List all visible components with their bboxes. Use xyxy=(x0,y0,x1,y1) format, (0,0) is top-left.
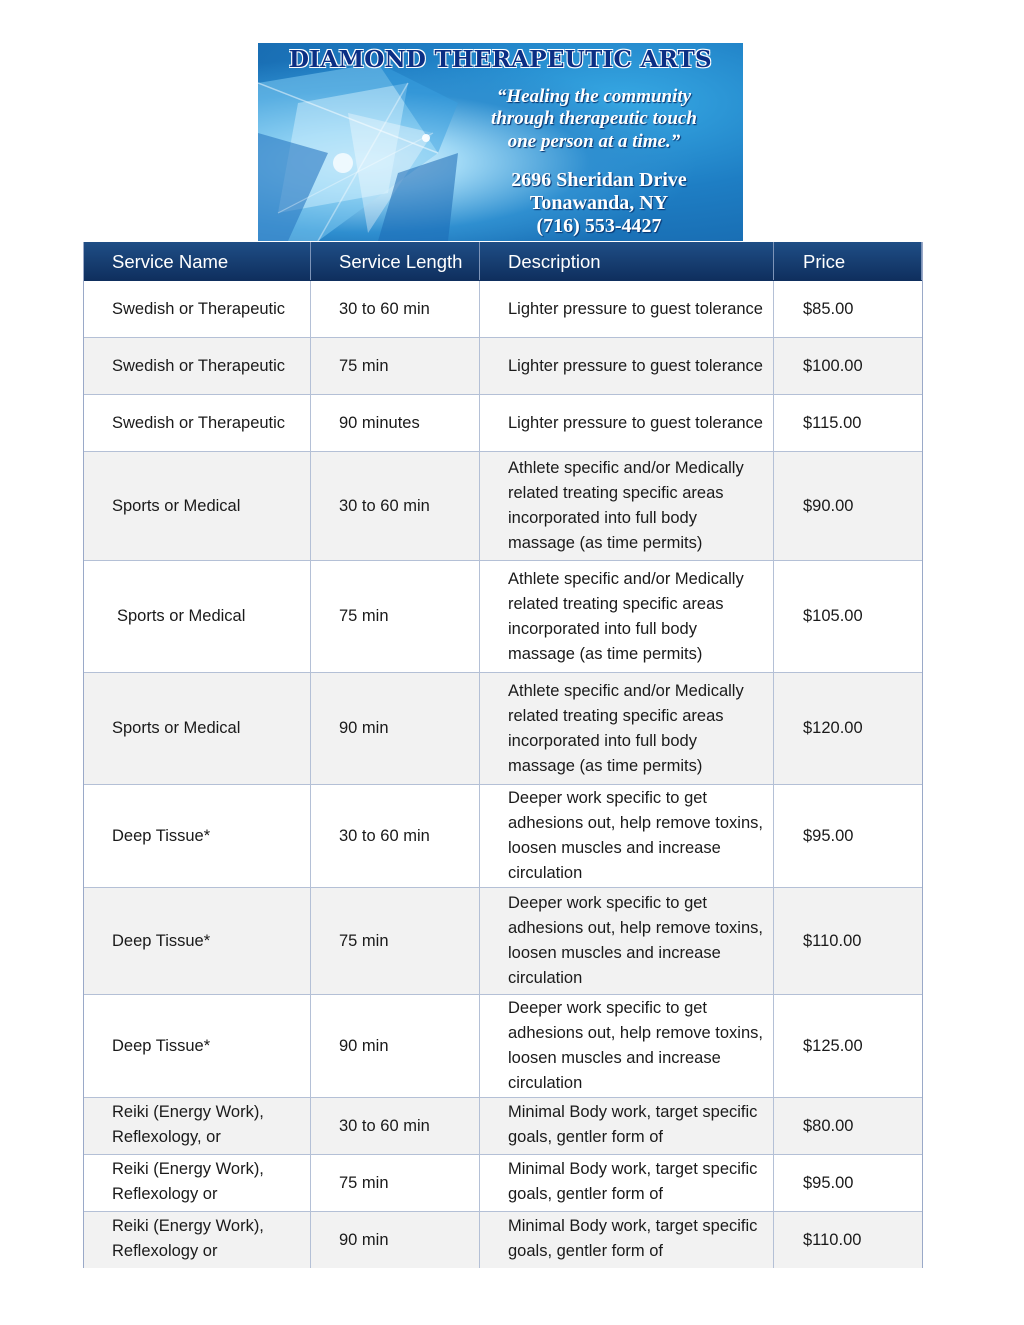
service-length: 75 min xyxy=(339,356,389,375)
service-length: 90 minutes xyxy=(339,413,420,432)
service-length: 75 min xyxy=(339,1173,389,1192)
service-length: 30 to 60 min xyxy=(339,826,430,845)
service-description: Athlete specific and/or Medically related treating specific areas incorporated into full body massage (as time permits) xyxy=(508,569,744,663)
service-price: $95.00 xyxy=(803,826,854,845)
service-length: 90 min xyxy=(339,719,389,737)
table-row xyxy=(84,673,922,785)
table-row xyxy=(84,995,922,1098)
tagline-line-3: one person at a time.” xyxy=(507,131,681,152)
table-row xyxy=(84,395,922,452)
service-description: Lighter pressure to guest tolerance xyxy=(508,356,763,375)
service-price: $110.00 xyxy=(803,931,862,950)
table-row xyxy=(84,561,922,673)
service-length: 30 to 60 min xyxy=(339,299,430,318)
service-description: Athlete specific and/or Medically related treating specific areas incorporated into full body massage (as time permits) xyxy=(508,681,744,775)
service-price: $85.00 xyxy=(803,299,854,318)
service-name: Swedish or Therapeutic xyxy=(112,299,286,318)
header-price: Price xyxy=(774,242,922,280)
service-name: Reiki (Energy Work), Reflexology, or xyxy=(112,1103,264,1146)
service-price: $100.00 xyxy=(803,356,863,375)
service-length: 30 to 60 min xyxy=(339,496,430,515)
service-description: Athlete specific and/or Medically related treating specific areas incorporated into full body massage (as time permits) xyxy=(508,459,744,552)
service-length: 30 to 60 min xyxy=(339,1116,430,1135)
services-price-table xyxy=(83,242,923,1268)
address-line-1: 2696 Sheridan Drive xyxy=(511,169,687,191)
service-length: 90 min xyxy=(339,1036,389,1055)
service-name: Sports or Medical xyxy=(112,496,241,515)
service-price: $90.00 xyxy=(803,496,854,515)
service-length: 75 min xyxy=(339,607,389,625)
service-name: Deep Tissue* xyxy=(112,826,211,845)
service-price: $105.00 xyxy=(803,607,863,625)
table-row xyxy=(84,281,922,338)
service-length: 90 min xyxy=(339,1231,389,1249)
table-row xyxy=(84,1155,922,1212)
table-row xyxy=(84,785,922,888)
tagline-line-2: through therapeutic touch xyxy=(491,108,697,129)
service-name: Sports or Medical xyxy=(117,607,246,625)
table-row xyxy=(84,1212,922,1268)
service-description: Minimal Body work, target specific goals, gentler form of xyxy=(508,1160,758,1203)
service-price: $125.00 xyxy=(803,1036,863,1055)
logo-banner xyxy=(258,43,743,241)
service-description: Minimal Body work, target specific goals, gentler form of xyxy=(508,1103,758,1146)
service-length: 75 min xyxy=(339,931,389,950)
service-price: $120.00 xyxy=(803,719,863,737)
service-description: Deeper work specific to get adhesions out, help remove toxins, loosen muscles and increase circulation xyxy=(508,894,763,987)
header-description: Description xyxy=(480,242,774,280)
phone-number: (716) 553-4427 xyxy=(536,215,662,237)
service-description: Deeper work specific to get adhesions out, help remove toxins, loosen muscles and increase circulation xyxy=(508,999,763,1092)
service-price: $80.00 xyxy=(803,1116,854,1135)
table-row xyxy=(84,888,922,995)
service-price: $110.00 xyxy=(803,1231,862,1249)
service-name: Swedish or Therapeutic xyxy=(112,413,286,432)
table-row xyxy=(84,452,922,561)
header-service-length: Service Length xyxy=(311,242,480,280)
tagline-line-1: “Healing the community xyxy=(496,86,692,107)
table-header-row xyxy=(84,242,922,281)
service-name: Reiki (Energy Work), Reflexology or xyxy=(112,1217,264,1260)
service-description: Deeper work specific to get adhesions out, help remove toxins, loosen muscles and increase circulation xyxy=(508,789,763,882)
table-row xyxy=(84,338,922,395)
service-name: Deep Tissue* xyxy=(112,931,211,950)
header-service-name: Service Name xyxy=(84,242,311,280)
service-description: Minimal Body work, target specific goals, gentler form of xyxy=(508,1217,758,1260)
service-name: Reiki (Energy Work), Reflexology or xyxy=(112,1160,264,1203)
service-description: Lighter pressure to guest tolerance xyxy=(508,413,763,432)
service-price: $115.00 xyxy=(803,413,862,432)
table-row xyxy=(84,1098,922,1155)
service-description: Lighter pressure to guest tolerance xyxy=(508,299,763,318)
service-name: Sports or Medical xyxy=(112,719,241,737)
service-name: Swedish or Therapeutic xyxy=(112,356,286,375)
business-name: DIAMOND THERAPEUTIC ARTS xyxy=(289,46,712,73)
address-line-2: Tonawanda, NY xyxy=(529,192,669,214)
service-price: $95.00 xyxy=(803,1173,854,1192)
service-name: Deep Tissue* xyxy=(112,1036,211,1055)
